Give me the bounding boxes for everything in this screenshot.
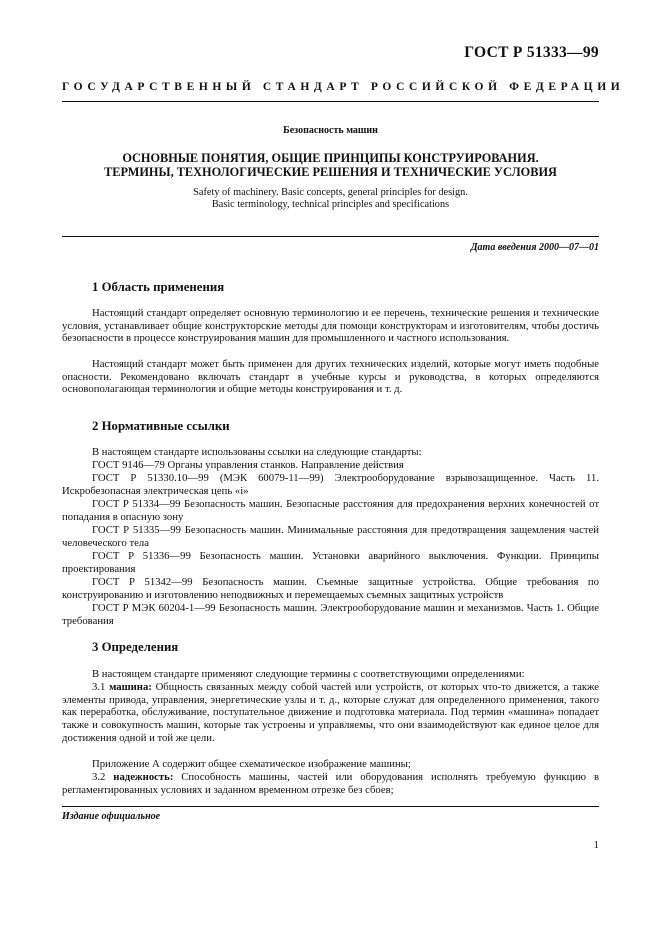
scope-paragraph-1: Настоящий стандарт определяет основную терминологию и ее перечень, технические решения и технические условия, устанавливает общие конструкторские методы для помощи конструкторам и изготовителям, чтобы достичь безопасности в процессе конструирования машин для промышленного и частного использования. (62, 307, 599, 345)
section-heading-references: 2 Нормативные ссылки (92, 419, 230, 433)
english-title-line-2: Basic terminology, technical principles and specifications (211, 199, 450, 210)
scope-paragraph-2: Настоящий стандарт может быть применен для других технических изделий, которые могут иметь подобные опасности. Рекомендовано включать стандарт в учебные курсы и руководства, в которых определяются основополагающая терминология и общие методы конструирования и т. д. (62, 358, 599, 396)
definition-number: 3.2 (92, 771, 114, 783)
definitions-intro: В настоящем стандарте применяют следующие термины с соответствующими определениями: (92, 668, 525, 680)
section-heading-scope: 1 Область применения (92, 280, 225, 294)
reference-item: ГОСТ Р 51336—99 Безопасность машин. Установки аварийного выключения. Функции. Принципы проектирования (62, 550, 599, 575)
references-intro: В настоящем стандарте использованы ссылки на следующие стандарты: (92, 446, 422, 458)
document-title (62, 151, 599, 179)
section-heading-definitions: 3 Определения (92, 640, 179, 654)
definition-term: надежность: (113, 771, 174, 783)
state-standard-heading: ГОСУДАРСТВЕННЫЙ СТАНДАРТ РОССИЙСКОЙ ФЕДЕРАЦИИ (62, 81, 625, 93)
definition-machine (62, 681, 599, 745)
introduction-date: Дата введения 2000—07—01 (470, 242, 599, 253)
definition-term: машина: (109, 681, 152, 693)
footer-divider (62, 806, 599, 807)
top-divider (62, 101, 599, 102)
subject-line: Безопасность машин (283, 125, 378, 136)
document-code: ГОСТ Р 51333—99 (464, 44, 599, 61)
title-line-1: ОСНОВНЫЕ ПОНЯТИЯ, ОБЩИЕ ПРИНЦИПЫ КОНСТРУИРОВАНИЯ. (122, 151, 539, 165)
english-title (62, 187, 599, 211)
reference-item: ГОСТ Р 51335—99 Безопасность машин. Минимальные расстояния для предотвращения защемления частей человеческого тела (62, 524, 599, 549)
official-edition-label: Издание официальное (62, 811, 161, 822)
definition-reliability (62, 771, 599, 796)
title-line-2: ТЕРМИНЫ, ТЕХНОЛОГИЧЕСКИЕ РЕШЕНИЯ И ТЕХНИЧЕСКИЕ УСЛОВИЯ (104, 165, 557, 179)
reference-item: ГОСТ Р 51342—99 Безопасность машин. Съемные защитные устройства. Общие требования по конструированию и изготовлению неподвижных и перемещаемых съемных защитных устройств (62, 576, 599, 601)
reference-item: ГОСТ Р МЭК 60204-1—99 Безопасность машин. Электрооборудование машин и механизмов. Часть 1. Общие требования (62, 602, 599, 627)
definition-number: 3.1 (92, 681, 110, 693)
reference-item: ГОСТ 9146—79 Органы управления станков. Направление действия (92, 459, 404, 471)
annex-note: Приложение А содержит общее схематическое изображение машины; (92, 758, 411, 770)
definition-text: Способность машины, частей или оборудования исполнять требуемую функцию в регламентированных условиях и заданном временном отрезке без сбоев; (62, 771, 599, 796)
page-number: 1 (593, 839, 599, 851)
title-divider (62, 236, 599, 237)
english-title-line-1: Safety of machinery. Basic concepts, general principles for design. (193, 187, 468, 198)
definition-text: Общность связанных между собой частей или устройств, от которых что-то движется, а также элементы привода, управления, энергетические узлы и т. д., которые служат для определенного применения, такого как переработка, обслуживание, поступательное движение и подготовка материала. Под термин «машина» попадает также и совокупность машин, которые так устроены и управляемы, что они взаимодействуют как единое целое для достижения одной и той же цели. (62, 681, 599, 744)
reference-item: ГОСТ Р 51330.10—99 (МЭК 60079-11—99) Электрооборудование взрывозащищенное. Часть 11. Искробезопасная электрическая цепь «i» (62, 472, 599, 497)
reference-item: ГОСТ Р 51334—99 Безопасность машин. Безопасные расстояния для предохранения верхних конечностей от попадания в опасную зону (62, 498, 599, 523)
